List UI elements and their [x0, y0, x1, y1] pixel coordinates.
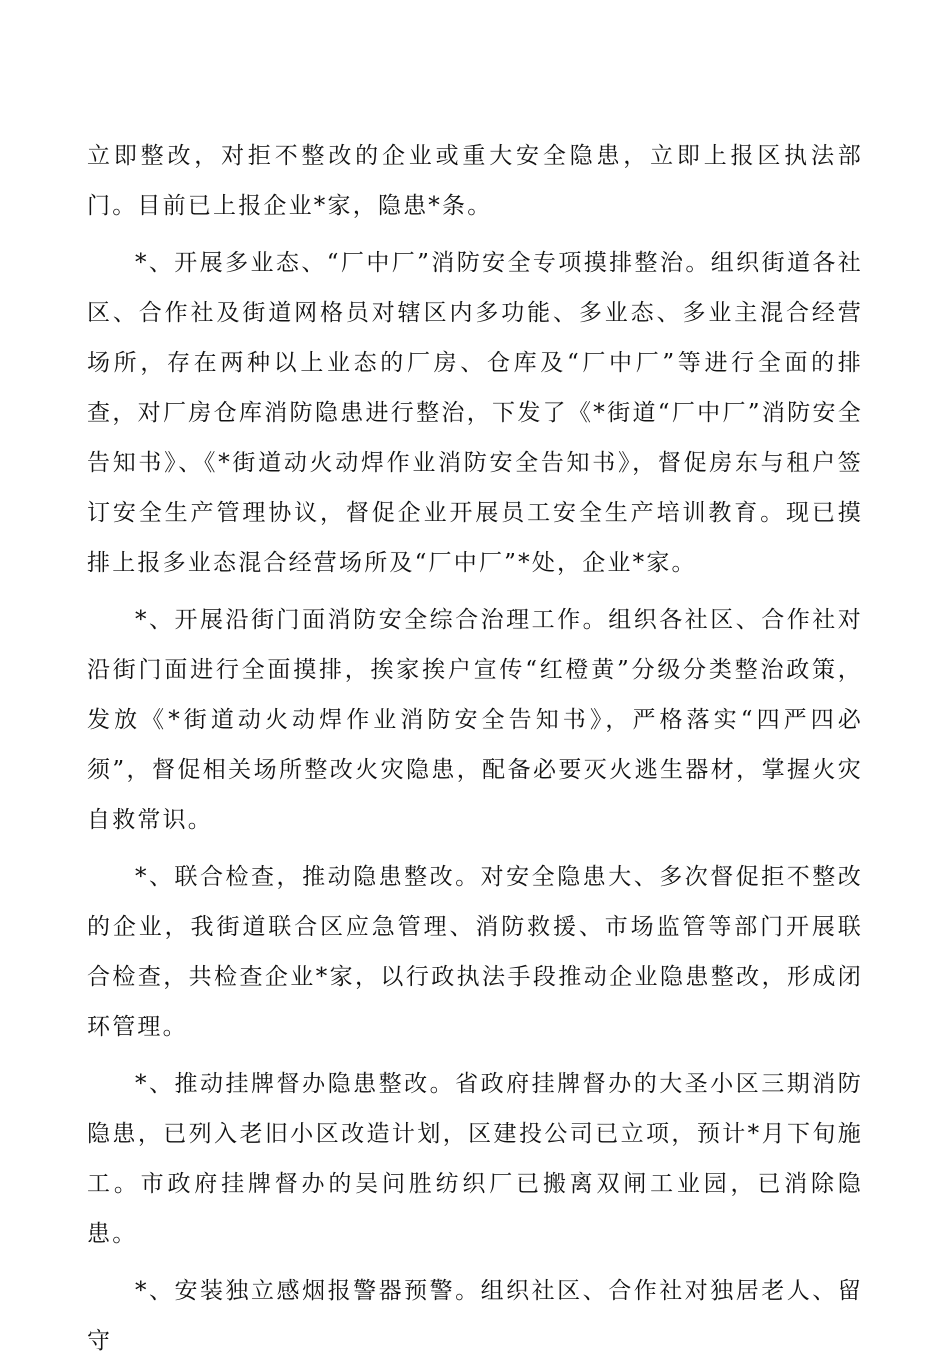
- document-body: [87, 131, 863, 1366]
- paragraph-supervised-hazard-rectification: *、推动挂牌督办隐患整改。省政府挂牌督办的大圣小区三期消防隐患，已列入老旧小区改造计划，区建投公司已立项，预计*月下旬施工。市政府挂牌督办的吴问胜纺织厂已搬离双闸工业园，已消除隐患。: [87, 1071, 863, 1247]
- paragraph-joint-inspection: *、联合检查，推动隐患整改。对安全隐患大、多次督促拒不整改的企业，我街道联合区应急管理、消防救援、市场监管等部门开展联合检查，共检查企业*家，以行政执法手段推动企业隐患整改，形成闭环管理。: [87, 864, 863, 1040]
- paragraph-continuation: 立即整改，对拒不整改的企业或重大安全隐患，立即上报区执法部门。目前已上报企业*家，隐患*条。: [87, 143, 863, 219]
- paragraph-multi-business-inspection: *、开展多业态、“厂中厂”消防安全专项摸排整治。组织街道各社区、合作社及街道网格员对辖区内多功能、多业态、多业主混合经营场所，存在两种以上业态的厂房、仓库及“厂中厂”等进行全面的排查，对厂房仓库消防隐患进行整治，下发了《*街道“厂中厂”消防安全告知书》、《*街道动火动焊作业消防安全告知书》，督促房东与租户签订安全生产管理协议，督促企业开展员工安全生产培训教育。现已摸排上报多业态混合经营场所及“厂中厂”*处，企业*家。: [87, 250, 863, 576]
- paragraph-street-storefront-governance: *、开展沿街门面消防安全综合治理工作。组织各社区、合作社对沿街门面进行全面摸排，挨家挨户宣传“红橙黄”分级分类整治政策，发放《*街道动火动焊作业消防安全告知书》，严格落实“四严四必须”，督促相关场所整改火灾隐患，配备必要灭火逃生器材，掌握火灾自救常识。: [87, 607, 863, 833]
- paragraph-smoke-alarm-installation: *、安装独立感烟报警器预警。组织社区、合作社对独居老人、留守: [87, 1278, 863, 1354]
